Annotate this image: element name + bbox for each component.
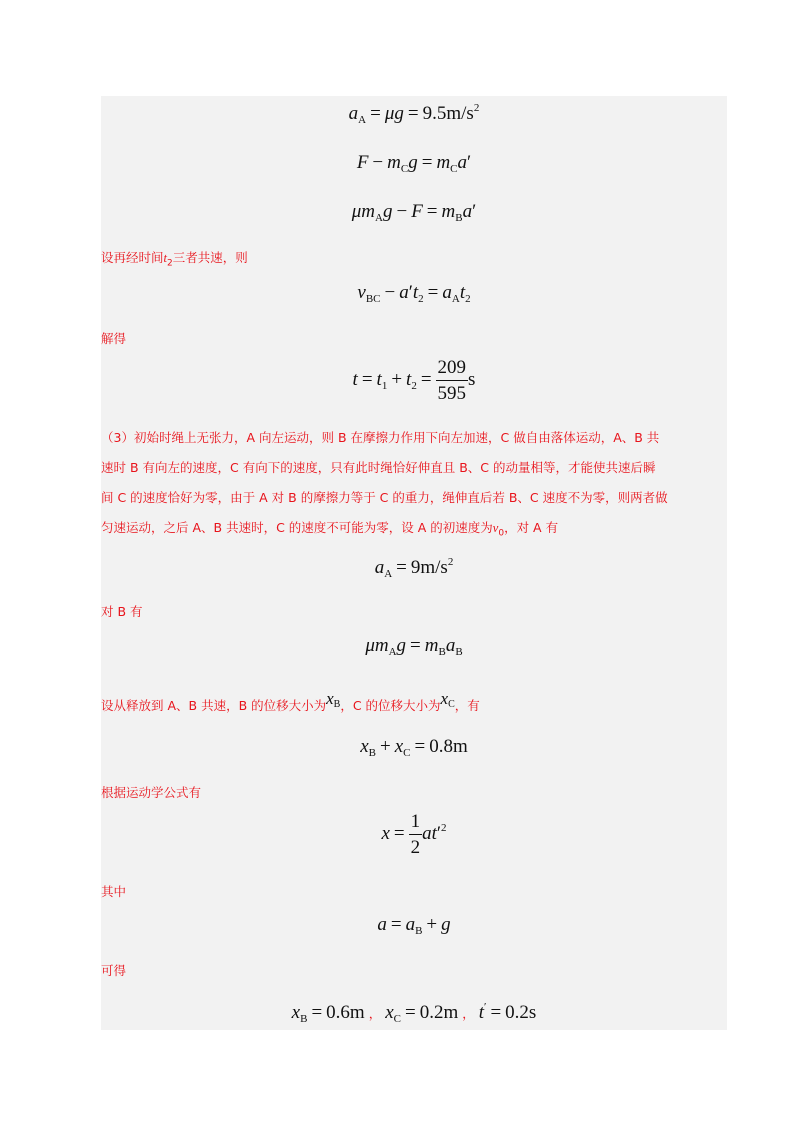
equation-total-time: $t = t_1 + t_2$ = $\frac{209}{595}$ s xyxy=(352,357,476,404)
equation-friction-b: $\mu m_Ag = m_Ba_B$ xyxy=(365,635,463,658)
text-where: 其中 xyxy=(101,884,127,899)
text-solve: 解得 xyxy=(101,331,127,346)
equation-displacement-sum: $x_B + x_C = 0.8m$ xyxy=(360,736,468,759)
text-kinematics: 根据运动学公式有 xyxy=(101,785,202,800)
equation-accel-a-initial: $a_A = 9m/s^2$ xyxy=(374,556,454,580)
equation-accel-a: $a_A = \mu g = 9.5m/s^2$ xyxy=(348,102,480,126)
text-for-b: 对 B 有 xyxy=(101,604,143,619)
equation-kinematics: x = $\frac{1}{2}$ $at'^2$ xyxy=(381,811,447,858)
text-displacement-def: 设从释放到 A、B 共速，B 的位移大小为$x_B$，C 的位移大小为$x_C$，有 xyxy=(101,689,480,713)
equation-force-c: $F - m_Cg = m_Ca'$ xyxy=(356,152,472,175)
equation-common-velocity: $v_{BC} - a't_2 = a_At_2$ xyxy=(357,282,471,305)
text-result: 可得 xyxy=(101,963,127,978)
equation-force-b: $\mu m_Ag - F = m_Ba'$ xyxy=(351,201,477,224)
equation-accel-relation: $a = a_B + g$ xyxy=(377,914,451,937)
text-common-velocity-time: 设再经时间$t_2$三者共速，则 xyxy=(101,250,248,269)
paragraph-part-3: （3）初始时绳上无张力，A 向左运动，则 B 在摩擦力作用下向左加速，C 做自由落体运动，A、B 共 速时 B 有向左的速度，C 有向下的速度，只有此时绳恰好伸直且 B、C 的动量相等，才能使共速后瞬 间 C 的速度恰好为零，由于 A 对 B 的摩擦力等于 C 的重力，绳伸直后若 B、C 速度不为零，则两者做 匀速运动，之后 A、B 共速时，C 的速度不可能为零，设 A 的初速度为$v_0$，对 A 有 xyxy=(101,430,668,539)
equation-results: $x_B = 0.6m$ ， $x_C = 0.2m$ ， t′ = 0.2s xyxy=(291,1001,537,1025)
